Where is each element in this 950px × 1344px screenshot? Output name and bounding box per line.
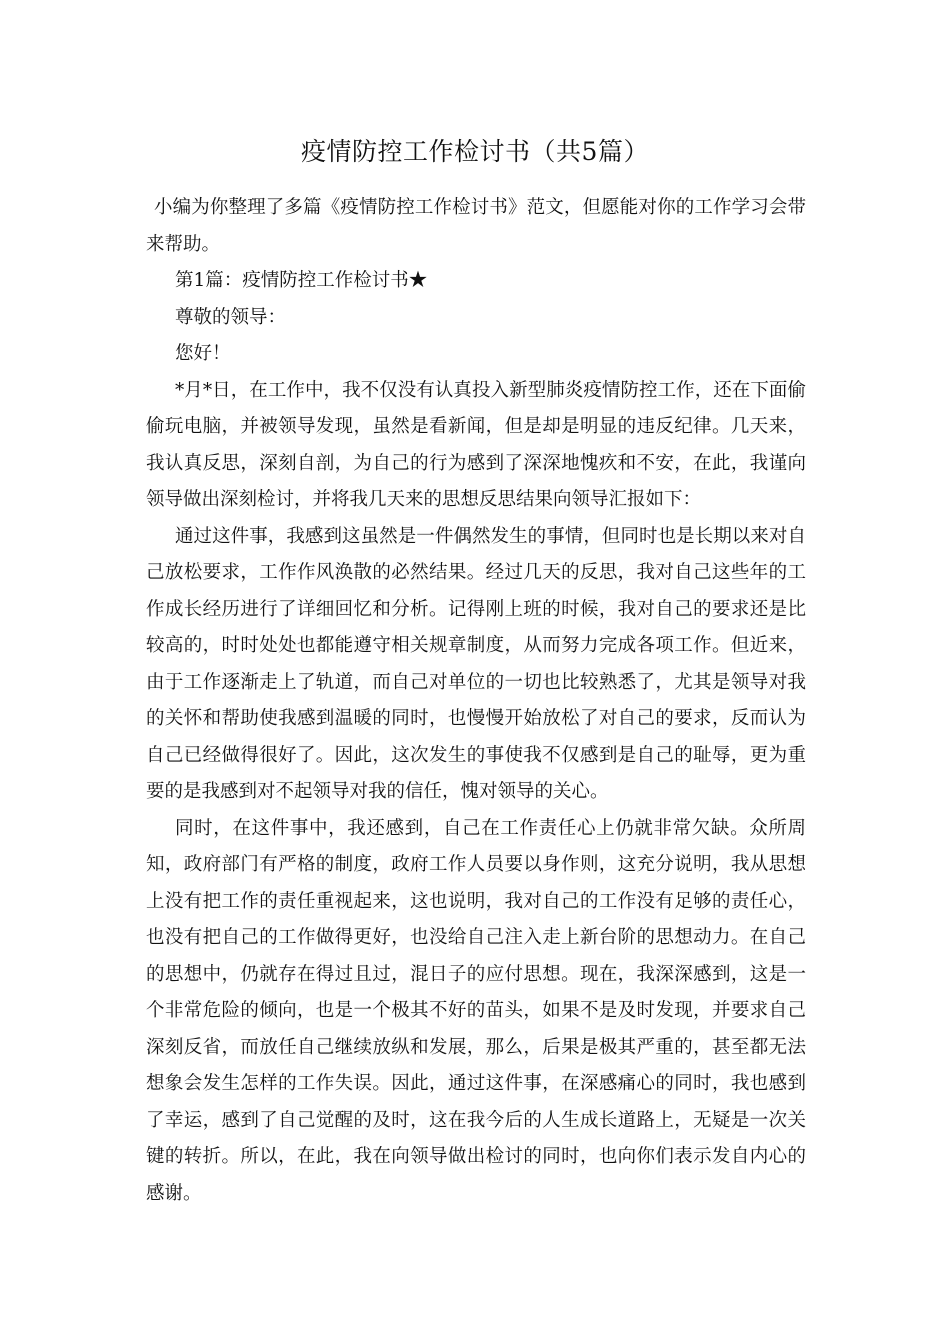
section-heading: 第1篇：疫情防控工作检讨书★: [175, 270, 428, 291]
intro-paragraph: 小编为你整理了多篇《疫情防控工作检讨书》范文，但愿能对你的工作学习会带来帮助。: [146, 197, 806, 255]
body-paragraph-1: *月*日，在工作中，我不仅没有认真投入新型肺炎疫情防控工作，还在下面偷偷玩电脑，并被领导发现，虽然是看新闻，但是却是明显的违反纪律。几天来，我认真反思，深刻自剖，为自己的行为感到了深深地愧疚和不安，在此，我谨向领导做出深刻检讨，并将我几天来的思想反思结果向领导汇报如下：: [146, 379, 806, 510]
document-title: 疫情防控工作检讨书（共5篇）: [301, 137, 649, 166]
document-body: [146, 190, 806, 1212]
body-paragraph-3: 同时，在这件事中，我还感到，自己在工作责任心上仍就非常欠缺。众所周知，政府部门有严格的制度，政府工作人员要以身作则，这充分说明，我从思想上没有把工作的责任重视起来，这也说明，我对自己的工作没有足够的责任心，也没有把自己的工作做得更好，也没给自己注入走上新台阶的思想动力。在自己的思想中，仍就存在得过且过，混日子的应付思想。现在，我深深感到，这是一个非常危险的倾向，也是一个极其不好的苗头，如果不是及时发现，并要求自己深刻反省，而放任自己继续放纵和发展，那么，后果是极其严重的，甚至都无法想象会发生怎样的工作失误。因此，通过这件事，在深感痛心的同时，我也感到了幸运，感到了自己觉醒的及时，这在我今后的人生成长道路上，无疑是一次关键的转折。所以，在此，我在向领导做出检讨的同时，也向你们表示发自内心的感谢。: [146, 817, 806, 1204]
greeting: 您好！: [175, 343, 231, 364]
body-paragraph-2: 通过这件事，我感到这虽然是一件偶然发生的事情，但同时也是长期以来对自己放松要求，工作作风涣散的必然结果。经过几天的反思，我对自己这些年的工作成长经历进行了详细回忆和分析。记得刚上班的时候，我对自己的要求还是比较高的，时时处处也都能遵守相关规章制度，从而努力完成各项工作。但近来，由于工作逐渐走上了轨道，而自己对单位的一切也比较熟悉了，尤其是领导对我的关怀和帮助使我感到温暖的同时，也慢慢开始放松了对自己的要求，反而认为自己已经做得很好了。因此，这次发生的事使我不仅感到是自己的耻辱，更为重要的是我感到对不起领导对我的信任，愧对领导的关心。: [146, 525, 806, 802]
salutation: 尊敬的领导：: [175, 306, 287, 328]
